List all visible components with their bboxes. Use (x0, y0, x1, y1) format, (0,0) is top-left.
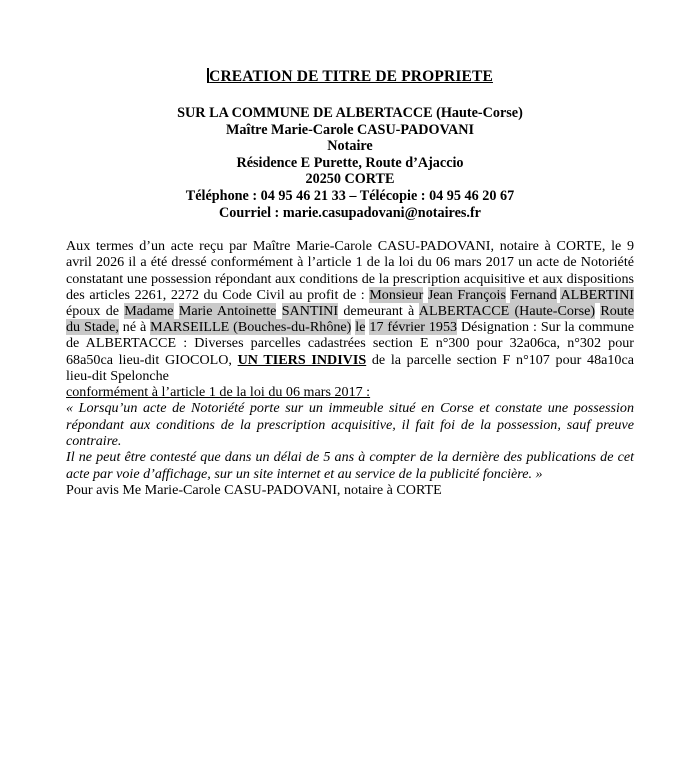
page-title-container (0, 68, 700, 86)
text-ne-a: né à (118, 319, 151, 336)
quoted-law-paragraph-2: Il ne peut être contesté que dans un délai de 5 ans à compter de la dernière des publications de cet acte par voie d’affichage, sur un site internet et au service de la publicité foncière. » (66, 449, 634, 482)
intro-text: Aux termes d’un acte reçu par Maître Marie-Carole CASU-PADOVANI, notaire à CORTE, le 9 avril 2026 il a été dressé conformément à l’article 1 de la loi du 06 mars 2017 un acte de Notoriété constatant une possession répondant aux conditions de la prescription acquisitive et aux dispositions des articles 2261, 2272 du Code Civil au profit de : (66, 238, 634, 303)
page-title (207, 68, 493, 86)
space-5 (276, 303, 281, 319)
quoted-law-paragraph-1: « Lorsqu’un acte de Notoriété porte sur un immeuble situé en Corse et constate une possession répondant aux conditions de la prescription acquisitive, il fait foi de la possession, sauf preuve contraire. (66, 400, 634, 449)
header-line-role: Notaire (327, 138, 373, 155)
page-title-text: CREATION DE TITRE DE PROPRIETE (209, 68, 493, 85)
highlight-firstname-jean-francois: Jean François (427, 286, 506, 303)
header-line-postal-city: 20250 CORTE (305, 171, 395, 188)
highlight-city-albertacce: ALBERTACCE (Haute-Corse) (418, 302, 596, 319)
text-epoux-de: époux de (66, 302, 125, 319)
emphasis-un-tiers-indivis: UN TIERS INDIVIS (237, 351, 367, 368)
highlight-middlename-fernand: Fernand (510, 286, 557, 303)
header-line-notary-name: Maître Marie-Carole CASU-PADOVANI (226, 121, 474, 138)
header-line-phone-fax: Téléphone : 04 95 46 21 33 – Télécopie : 04 95 46 20 67 (185, 187, 515, 204)
highlight-surname-albertini: ALBERTINI (560, 286, 634, 303)
paragraph-conformement (66, 384, 634, 400)
text-designation: Désignation : Sur la commune de ALBERTACCE : Diverses parcelles cadastrées section E n°300 pour 32a06ca, n°302 pour 68a50ca lieu-dit GIOCOLO, (66, 319, 634, 368)
header-line-address: Résidence E Purette, Route d’Ajaccio (236, 154, 464, 171)
document-body (66, 221, 634, 498)
highlight-madame: Madame (124, 302, 174, 319)
text-demeurant-a: demeurant à (338, 302, 419, 319)
highlight-birthdate: 17 février 1953 (369, 319, 458, 336)
highlight-monsieur: Monsieur (369, 286, 424, 303)
text-parcelle: de la parcelle section F n°107 pour 48a10ca lieu-dit Spelonche (66, 351, 634, 384)
highlight-birthplace-marseille: MARSEILLE (Bouches-du-Rhône) (150, 319, 352, 336)
underlined-legal-reference: conformément à l’article 1 de la loi du 06 mars 2017 : (66, 383, 371, 400)
highlight-le: le (355, 319, 366, 336)
closing-line: Pour avis Me Marie-Carole CASU-PADOVANI, notaire à CORTE (66, 482, 442, 499)
highlight-firstname-marie-antoinette: Marie Antoinette (178, 302, 277, 319)
header-line-email: Courriel : marie.casupadovani@notaires.fr (219, 204, 481, 221)
header-line-commune: SUR LA COMMUNE DE ALBERTACCE (Haute-Corse) (177, 105, 523, 121)
highlight-street-route-du-stade: Route du Stade, (66, 302, 634, 336)
notary-header-block (0, 105, 700, 221)
highlight-surname-santini: SANTINI (281, 302, 339, 319)
main-paragraph (66, 238, 634, 384)
